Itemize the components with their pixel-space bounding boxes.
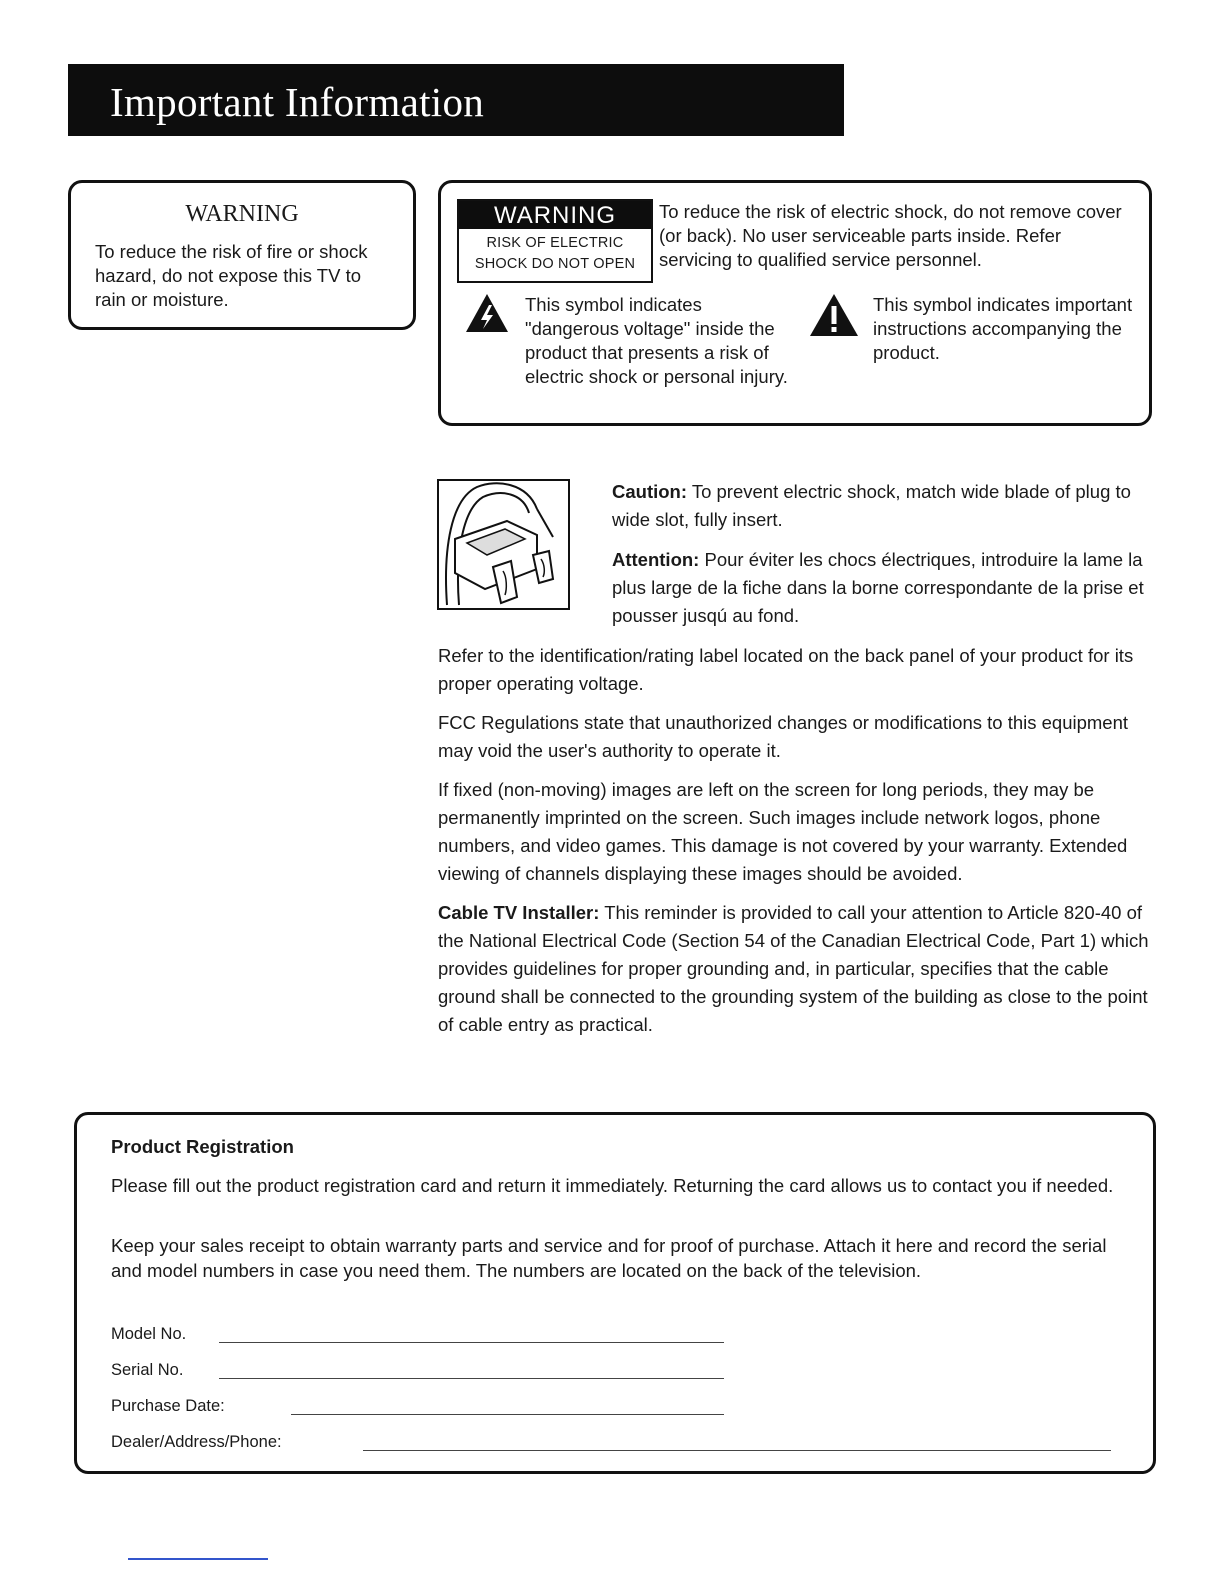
fire-warning-box — [68, 180, 416, 330]
product-registration-box — [74, 1112, 1156, 1474]
voltage-symbol-text: This symbol indicates "dangerous voltage" inside the product that presents a risk of electric shock or personal injury. — [525, 294, 788, 387]
installer-label: Cable TV Installer: — [438, 902, 600, 923]
shock-warning-label — [457, 199, 653, 283]
serial-number-line[interactable] — [219, 1378, 724, 1379]
instructions-symbol-note — [809, 293, 1149, 373]
dealer-line[interactable] — [363, 1450, 1111, 1451]
shock-warning-label-heading: WARNING — [459, 201, 651, 229]
polarized-plug-icon — [437, 479, 570, 610]
model-number-label: Model No. — [111, 1325, 187, 1343]
shock-warning-label-line2: SHOCK DO NOT OPEN — [474, 256, 636, 272]
body-text — [438, 642, 1158, 1050]
page-title: Important Information — [110, 79, 485, 125]
serial-number-label: Serial No. — [111, 1361, 184, 1379]
fire-warning-title: WARNING — [185, 201, 299, 227]
attention-label: Attention: — [612, 549, 700, 570]
shock-warning-label-sub — [459, 233, 651, 275]
model-number-line[interactable] — [219, 1342, 724, 1343]
dealer-label: Dealer/Address/Phone: — [111, 1433, 282, 1451]
registration-paragraph-1: Please fill out the product registration card and return it immediately. Returning the card allows us to contact you if needed. — [111, 1175, 1114, 1196]
shock-warning-text: To reduce the risk of electric shock, do not remove cover (or back). No user serviceable parts inside. Refer servicing to qualified service personnel. — [659, 201, 1122, 270]
installer-text: This reminder is provided to call your attention to Article 820-40 of the National Electrical Code (Section 54 of the Canadian Electrical Code, Part 1) which provides guidelines for proper grounding and, in particular, specifies that the cable ground shall be connected to the grounding system of the building as close to the point of cable entry as practical. — [438, 902, 1149, 1035]
attention-paragraph — [612, 546, 1162, 630]
caution-label: Caution: — [612, 481, 688, 502]
caution-text: To prevent electric shock, match wide blade of plug to wide slot, fully insert. — [612, 481, 1131, 530]
shock-warning-label-line1: RISK OF ELECTRIC — [486, 235, 624, 251]
dealer-field — [111, 1433, 282, 1452]
installer-paragraph — [438, 899, 1158, 1039]
purchase-date-line[interactable] — [291, 1414, 724, 1415]
shock-warning-box — [438, 180, 1152, 426]
fcc-paragraph: FCC Regulations state that unauthorized changes or modifications to this equipment may void the user's authority to operate it. — [438, 712, 1129, 761]
fixed-images-paragraph: If fixed (non-moving) images are left on the screen for long periods, they may be permanently imprinted on the screen. Such images include network logos, phone numbers, and video games. This damage is not covered by your warranty. Extended viewing of channels displaying these images should be avoided. — [438, 779, 1128, 884]
rating-label-paragraph: Refer to the identification/rating label located on the back panel of your product for its proper operating voltage. — [438, 645, 1134, 694]
footer-rule — [128, 1558, 268, 1560]
fire-warning-text: To reduce the risk of fire or shock hazard, do not expose this TV to rain or moisture. — [95, 241, 368, 310]
voltage-symbol-note — [465, 293, 795, 423]
caution-block — [612, 478, 1162, 642]
exclamation-triangle-icon — [809, 293, 859, 337]
purchase-date-label: Purchase Date: — [111, 1397, 225, 1415]
instructions-symbol-text: This symbol indicates important instructions accompanying the product. — [873, 294, 1133, 363]
purchase-date-field — [111, 1397, 225, 1416]
serial-number-field — [111, 1361, 183, 1380]
registration-paragraph-2: Keep your sales receipt to obtain warranty parts and service and for proof of purchase. Attach it here and record the serial and model numbers in case you need them. The numbers are located on the back of the television. — [111, 1235, 1107, 1281]
model-number-field — [111, 1325, 186, 1344]
lightning-triangle-icon — [465, 293, 509, 333]
registration-title: Product Registration — [111, 1136, 294, 1157]
page-title-bar — [68, 64, 844, 136]
caution-paragraph — [612, 478, 1162, 534]
attention-text: Pour éviter les chocs électriques, introduire la lame la plus large de la fiche dans la borne correspondante de la prise et pousser jusqú au fond. — [612, 549, 1144, 626]
